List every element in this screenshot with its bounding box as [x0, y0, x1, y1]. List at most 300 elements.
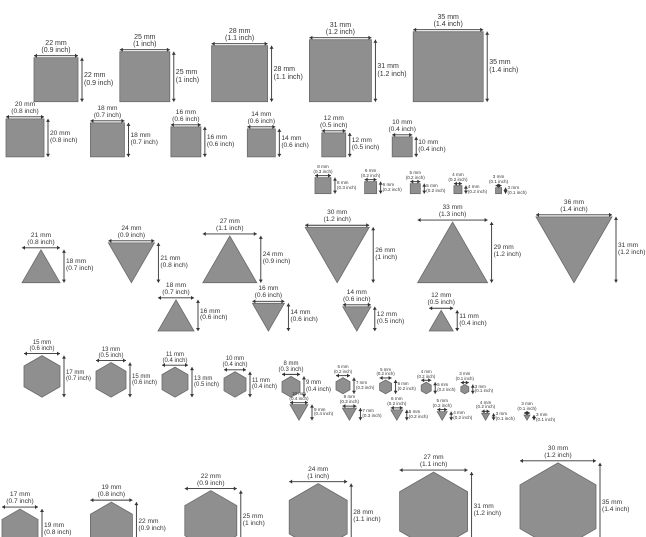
squares-medium-2-height-label-mm: 16 mm	[206, 133, 228, 141]
hexagons-medium-1-height-label-mm: 15 mm	[132, 373, 151, 380]
squares-large-3-width-label-inch: (1.2 inch)	[325, 29, 355, 37]
hexagons-medium-2-height-label-inch: (0.5 inch)	[194, 382, 220, 389]
hexagons-large-0-height-label-inch: (0.8 inch)	[44, 528, 72, 536]
triangles-up-large-2-height-dim-head-top	[259, 236, 263, 239]
squares-medium-2-width-label	[146, 110, 226, 124]
squares-large-2-height-dim-head-top	[270, 46, 274, 49]
triangles-small-1-width-label-inch: (0.3 inch)	[339, 399, 359, 405]
hexagons-large-1-width-label	[71, 485, 151, 499]
squares-medium-2-square	[171, 127, 201, 157]
squares-medium-3-square	[247, 129, 275, 157]
triangles-up-large-0-triangle	[22, 250, 60, 283]
triangles-medium-2-height-dim-head-bottom	[373, 328, 377, 331]
hexagons-medium-0-width-label-inch: (0.6 inch)	[29, 346, 55, 353]
squares-small-4-height-label-inch: (0.1 inch)	[507, 189, 527, 195]
hexagons-medium-1-height-label	[132, 374, 157, 387]
squares-medium-0-height-label-inch: (0.8 inch)	[50, 136, 78, 144]
hexagons-large-0-width-label-mm: 17 mm	[9, 491, 31, 499]
triangles-up-large-1-width-label-inch: (0.9 inch)	[117, 231, 146, 239]
triangles-small-4-height-label	[496, 412, 515, 422]
triangles-up-large-5-height-label-mm: 31 mm	[618, 241, 639, 249]
hexagons-medium-3-hexagon	[224, 372, 246, 397]
squares-small-3-height-label-inch: (0.2 inch)	[467, 188, 488, 194]
squares-large-2-width-label-inch: (1.1 inch)	[225, 35, 255, 43]
hexagons-large-2-width-label	[171, 474, 251, 488]
triangles-up-large-1-triangle	[108, 243, 154, 283]
hexagons-large-2-height-label-mm: 25 mm	[242, 512, 263, 520]
triangles-up-large-2-height-label-mm: 24 mm	[262, 251, 283, 259]
triangles-up-large-0-height-dim-head-bottom	[62, 280, 66, 283]
triangles-small-5-triangle	[524, 415, 530, 420]
triangles-small-1-height-label-inch: (0.3 inch)	[362, 413, 382, 419]
squares-large-3-width-label-mm: 31 mm	[329, 22, 352, 29]
hexagons-medium-7-width-label-mm: 4 mm	[420, 369, 432, 375]
squares-large-2-height-label-mm: 28 mm	[273, 66, 295, 74]
triangles-medium-1-width-label	[228, 286, 308, 300]
triangles-up-large-4-height-label-inch: (1.2 inch)	[493, 251, 522, 259]
squares-medium-0-height-label	[50, 131, 78, 145]
squares-large-3-height-label-mm: 31 mm	[377, 63, 399, 71]
triangles-medium-0-triangle	[158, 300, 194, 331]
triangles-up-large-2-height-label	[263, 252, 291, 266]
hexagons-large-0-height-label	[44, 523, 72, 537]
hexagons-large-4-height-label-inch: (1.2 inch)	[473, 510, 502, 518]
squares-large-0-height-label-inch: (0.9 inch)	[84, 79, 114, 87]
hexagons-medium-7-height-label-mm: 5 mm	[437, 382, 449, 388]
triangles-up-large-2-width-label-mm: 27 mm	[219, 218, 240, 226]
triangles-up-large-1-height-label-inch: (0.8 inch)	[160, 261, 188, 269]
squares-large-4-height-label	[489, 59, 518, 74]
hexagons-large-1-height-dim-head-top	[134, 502, 138, 505]
triangles-small-4-width-label-mm: 4 mm	[479, 399, 492, 405]
hexagons-medium-0-width-label	[2, 340, 82, 353]
triangles-medium-2-height-label	[377, 312, 405, 326]
hexagons-large-0-hexagon	[2, 509, 38, 537]
triangles-up-large-5-width-label	[534, 200, 614, 214]
triangles-small-3-height-label-mm: 4 mm	[453, 410, 465, 416]
triangles-up-large-4-height-label	[494, 245, 522, 259]
hexagons-medium-0-height-label	[66, 370, 91, 383]
triangles-up-large-4-height-dim-head-bottom	[490, 280, 494, 283]
hexagons-large-1-width-label-mm: 19 mm	[101, 484, 122, 492]
triangles-up-large-3-height-dim-head-top	[371, 227, 375, 230]
triangles-up-large-4-height-label-mm: 29 mm	[493, 244, 514, 252]
squares-medium-5-width-label-inch: (0.4 inch)	[388, 125, 416, 133]
hexagons-medium-7-height-label	[437, 383, 455, 392]
hexagons-large-0-height-label-mm: 19 mm	[44, 521, 65, 529]
hexagons-large-4-height-label-mm: 31 mm	[473, 503, 494, 511]
triangles-small-0-height-label-inch: (0.4 inch)	[314, 411, 334, 417]
squares-medium-2-height-label-inch: (0.6 inch)	[206, 140, 235, 148]
squares-medium-3-height-label-mm: 14 mm	[281, 134, 302, 142]
hexagons-medium-8-width-label	[425, 372, 505, 381]
squares-small-0-height-label-inch: (0.3 inch)	[337, 184, 357, 190]
hexagons-medium-8-height-label-mm: 3 mm	[474, 383, 486, 389]
hexagons-medium-3-height-label-inch: (0.4 inch)	[252, 384, 278, 391]
triangles-small-1-width-label-mm: 8 mm	[343, 394, 356, 400]
triangles-up-large-0-height-dim-head-top	[62, 250, 66, 253]
hexagons-large-3-width-label	[278, 467, 358, 481]
triangles-up-large-3-height-label-mm: 26 mm	[375, 247, 396, 255]
hexagons-large-5-height-label-mm: 35 mm	[602, 498, 623, 506]
squares-large-0-height-label	[84, 72, 113, 87]
squares-medium-4-width-label-mm: 12 mm	[323, 115, 344, 122]
squares-large-3-height-dim-head-top	[373, 40, 377, 43]
hexagons-large-5-width-label	[518, 446, 598, 460]
squares-medium-3-width-label	[221, 112, 301, 126]
squares-large-3-height-label-inch: (1.2 inch)	[377, 70, 407, 78]
hexagons-large-5-hexagon	[520, 463, 596, 537]
triangles-up-large-0-width-label	[1, 233, 81, 247]
triangles-up-large-0-height-label-mm: 18 mm	[66, 258, 87, 266]
squares-small-2-height-label-inch: (0.2 inch)	[426, 187, 446, 193]
triangles-medium-1-height-label-inch: (0.6 inch)	[290, 316, 318, 324]
hexagons-large-0-height-dim-head-top	[40, 509, 44, 512]
hexagons-large-3-width-label-inch: (1 inch)	[307, 472, 330, 480]
hexagons-large-3-height-label	[353, 510, 381, 524]
triangles-up-large-1-width-label-mm: 24 mm	[121, 224, 142, 232]
triangles-small-0-width-label-inch: (0.4 inch)	[289, 395, 309, 401]
hexagons-large-0-width-label	[0, 492, 60, 506]
squares-medium-1-height-dim-head-bottom	[126, 154, 130, 157]
hexagons-large-1-height-label-mm: 22 mm	[138, 518, 159, 526]
squares-medium-0-width-label-mm: 20 mm	[14, 101, 36, 108]
squares-small-0-square	[315, 178, 331, 194]
triangles-up-large-5-triangle	[536, 217, 612, 283]
squares-medium-3-width-label-mm: 14 mm	[251, 111, 272, 118]
hexagons-large-4-width-label-mm: 27 mm	[423, 454, 444, 462]
squares-large-2-height-label	[274, 66, 303, 81]
triangles-up-large-5-height-label-inch: (1.2 inch)	[618, 248, 646, 256]
triangles-small-2-height-label-mm: 5 mm	[408, 409, 421, 415]
hexagons-large-1-width-label-inch: (0.8 inch)	[97, 491, 126, 499]
squares-small-2-height-label-mm: 5 mm	[426, 182, 438, 188]
squares-medium-4-height-label-inch: (0.5 inch)	[351, 143, 380, 151]
triangles-up-large-2-width-label	[190, 219, 270, 233]
squares-large-0-width-label-mm: 22 mm	[45, 40, 67, 47]
triangles-up-large-1-height-dim-head-top	[156, 243, 160, 246]
squares-large-4-height-dim-head-bottom	[485, 99, 489, 102]
triangles-medium-3-width-label	[401, 293, 481, 307]
hexagons-large-2-height-dim-head-top	[239, 491, 243, 494]
squares-large-4-width-label	[408, 14, 488, 29]
triangles-up-large-1-height-label	[160, 256, 188, 270]
squares-large-4-square	[413, 32, 483, 102]
squares-medium-4-height-label-mm: 12 mm	[351, 136, 372, 144]
triangles-medium-3-width-label-mm: 12 mm	[431, 292, 452, 300]
hexagons-medium-5-height-dim-head-bottom	[352, 391, 356, 394]
hexagons-medium-3-width-label-mm: 10 mm	[225, 356, 245, 363]
squares-large-1-width-label-inch: (1 inch)	[133, 41, 157, 49]
squares-large-4-height-dim-head-top	[485, 32, 489, 35]
triangles-medium-3-height-label	[459, 314, 487, 328]
triangles-medium-3-height-label-inch: (0.4 inch)	[459, 319, 487, 327]
squares-medium-3-height-dim-head-bottom	[277, 154, 281, 157]
squares-medium-5-height-label	[418, 140, 446, 154]
triangles-medium-2-width-label-mm: 14 mm	[346, 288, 367, 296]
squares-medium-2-width-label-inch: (0.6 inch)	[172, 115, 200, 123]
hexagons-large-3-height-dim-head-top	[349, 484, 353, 487]
squares-medium-2-height-dim-head-bottom	[203, 154, 207, 157]
hexagons-large-1-height-label	[138, 519, 166, 533]
triangles-small-5-height-label	[536, 413, 555, 423]
squares-medium-1-width-label	[67, 106, 147, 120]
triangles-up-large-2-height-label-inch: (0.9 inch)	[262, 258, 291, 266]
hexagons-medium-7-width-label-inch: (0.2 inch)	[417, 373, 436, 379]
squares-medium-1-height-label	[130, 133, 158, 147]
hexagons-medium-1-height-dim-head-bottom	[128, 394, 132, 397]
triangles-medium-1-height-label-mm: 14 mm	[290, 309, 311, 317]
triangles-small-5-height-label-mm: 3 mm	[536, 411, 548, 417]
hexagons-medium-5-width-label-mm: 6 mm	[337, 364, 349, 370]
squares-medium-2-height-dim-head-top	[203, 127, 207, 130]
triangles-up-large-5-height-dim-head-top	[614, 217, 618, 220]
triangles-small-5-width-label-inch: (0.1 inch)	[517, 406, 537, 412]
hexagons-medium-2-height-dim-head-bottom	[190, 394, 194, 397]
squares-medium-5-height-label-inch: (0.4 inch)	[418, 145, 446, 153]
hexagons-medium-0-height-label-mm: 17 mm	[66, 370, 85, 377]
triangles-up-large-0-width-label-inch: (0.8 inch)	[27, 238, 55, 246]
hexagons-medium-0-height-dim-head-top	[62, 356, 66, 359]
hexagons-medium-5-height-label-inch: (0.3 inch)	[356, 384, 375, 390]
triangles-up-large-4-width-label-mm: 33 mm	[442, 204, 463, 212]
squares-large-1-height-label-inch: (1 inch)	[175, 76, 200, 84]
squares-small-4-square	[496, 188, 502, 194]
triangles-small-5-height-label-inch: (0.1 inch)	[536, 416, 556, 422]
triangles-small-3-triangle	[437, 412, 447, 421]
squares-medium-4-height-dim-head-top	[348, 133, 352, 136]
triangles-small-3-height-label	[453, 411, 472, 421]
squares-medium-1-width-label-inch: (0.7 inch)	[93, 111, 122, 119]
hexagons-medium-8-width-label-inch: (0.1 inch)	[455, 375, 474, 381]
squares-medium-5-height-label-mm: 10 mm	[418, 138, 439, 146]
hexagons-medium-1-height-dim-head-top	[128, 363, 132, 366]
triangles-up-large-3-triangle	[305, 227, 369, 282]
triangles-up-large-0-height-label-inch: (0.7 inch)	[66, 265, 94, 273]
squares-large-0-height-label-mm: 22 mm	[84, 72, 106, 80]
triangles-small-2-width-label-mm: 6 mm	[391, 396, 403, 402]
squares-large-4-height-label-mm: 35 mm	[489, 59, 511, 67]
squares-large-4-height-label-inch: (1.4 inch)	[489, 66, 519, 74]
triangles-up-large-2-triangle	[203, 236, 257, 283]
hexagons-medium-2-height-label-mm: 13 mm	[194, 375, 213, 382]
triangles-medium-0-width-label-mm: 18 mm	[165, 282, 187, 289]
triangles-medium-0-height-dim-head-top	[196, 300, 200, 303]
hexagons-medium-6-height-label-inch: (0.2 inch)	[397, 385, 416, 391]
triangles-up-large-4-width-label	[413, 205, 493, 219]
hexagons-medium-7-hexagon	[421, 382, 431, 394]
triangles-up-large-1-height-label-mm: 21 mm	[160, 254, 181, 262]
triangles-medium-3-height-dim-head-bottom	[455, 328, 459, 331]
hexagons-medium-3-height-dim-head-bottom	[248, 394, 252, 397]
triangles-medium-3-height-label-mm: 11 mm	[459, 312, 479, 320]
hexagons-medium-7-height-label-inch: (0.2 inch)	[437, 387, 456, 393]
triangles-medium-0-height-label-inch: (0.6 inch)	[200, 314, 228, 322]
squares-small-0-width-label-mm: 8 mm	[317, 164, 329, 169]
triangles-up-large-3-height-label-inch: (1 inch)	[375, 253, 398, 261]
hexagons-medium-5-height-label	[356, 381, 374, 390]
hexagons-medium-4-height-label-inch: (0.4 inch)	[306, 386, 332, 393]
squares-small-4-width-label-inch: (0.1 inch)	[488, 178, 509, 184]
squares-small-1-square	[365, 182, 377, 194]
hexagons-medium-3-width-label-inch: (0.4 inch)	[222, 362, 248, 369]
hexagons-medium-2-hexagon	[162, 367, 188, 397]
squares-medium-4-height-dim-head-bottom	[348, 154, 352, 157]
squares-small-2-width-label-inch: (0.2 inch)	[405, 174, 425, 180]
triangles-up-large-5-width-label-mm: 36 mm	[563, 199, 585, 206]
hexagons-medium-4-height-label-mm: 9 mm	[306, 380, 321, 387]
hexagons-large-4-height-dim-head-top	[470, 472, 474, 475]
squares-large-1-square	[120, 52, 170, 102]
triangles-medium-2-width-label-inch: (0.6 inch)	[343, 295, 371, 303]
hexagons-medium-0-hexagon	[24, 356, 60, 398]
hexagons-medium-4-width-label-inch: (0.3 inch)	[278, 367, 304, 374]
triangles-medium-1-height-dim-head-bottom	[286, 328, 290, 331]
hexagons-medium-4-width-label-mm: 8 mm	[283, 360, 299, 367]
triangles-up-large-3-width-label-inch: (1.2 inch)	[323, 216, 351, 224]
hexagons-medium-0-width-label-mm: 15 mm	[32, 340, 52, 346]
hexagons-medium-5-height-label-mm: 7 mm	[356, 380, 367, 386]
triangles-small-3-width-label-inch: (0.2 inch)	[432, 402, 452, 408]
triangles-up-large-1-width-label	[91, 226, 171, 240]
hexagons-large-5-height-label	[602, 500, 630, 514]
hexagons-large-3-width-label-mm: 24 mm	[308, 465, 329, 473]
triangles-medium-1-width-label-inch: (0.6 inch)	[254, 292, 283, 300]
triangles-small-5-width-label-mm: 3 mm	[521, 401, 533, 407]
squares-small-1-width-label-mm: 6 mm	[364, 168, 377, 173]
hexagons-large-5-width-label-mm: 30 mm	[547, 445, 569, 452]
triangles-small-2-width-label-inch: (0.2 inch)	[387, 401, 407, 406]
triangles-medium-2-height-dim-head-top	[373, 307, 377, 310]
hexagons-large-4-width-label-inch: (1.1 inch)	[419, 461, 448, 469]
triangles-medium-0-height-label-mm: 16 mm	[200, 307, 221, 315]
hexagons-medium-6-hexagon	[380, 380, 392, 394]
hexagons-large-2-height-label	[243, 514, 265, 528]
squares-medium-5-width-label	[362, 120, 442, 134]
squares-large-2-height-label-inch: (1.1 inch)	[273, 73, 303, 81]
squares-medium-1-height-label-mm: 18 mm	[130, 131, 151, 139]
hexagons-large-1-height-label-inch: (0.9 inch)	[138, 525, 166, 533]
hexagons-large-5-width-label-inch: (1.2 inch)	[544, 451, 572, 459]
squares-large-3-height-label	[377, 63, 406, 78]
hexagons-medium-1-width-label-inch: (0.5 inch)	[98, 353, 124, 360]
squares-medium-4-width-label-inch: (0.5 inch)	[320, 121, 348, 129]
squares-large-4-width-label-inch: (1.4 inch)	[433, 21, 463, 29]
triangles-medium-2-width-label	[317, 290, 397, 304]
squares-small-3-height-label-mm: 4 mm	[467, 183, 480, 189]
squares-small-0-height-label	[337, 181, 356, 191]
hexagons-medium-6-height-label-mm: 6 mm	[397, 381, 409, 387]
hexagons-large-5-height-dim-head-top	[598, 463, 602, 466]
squares-medium-0-height-dim-head-top	[46, 119, 50, 122]
hexagons-medium-4-height-dim-head-top	[302, 376, 306, 379]
triangles-small-4-triangle	[482, 413, 490, 420]
squares-large-4-width-label-mm: 35 mm	[437, 14, 459, 21]
triangles-up-large-5-width-label-inch: (1.4 inch)	[560, 205, 588, 213]
hexagons-medium-5-width-label-inch: (0.2 inch)	[333, 369, 353, 375]
squares-large-1-height-dim-head-bottom	[172, 99, 176, 102]
squares-medium-5-square	[392, 137, 412, 157]
triangles-medium-0-width-label	[136, 283, 216, 297]
squares-medium-1-square	[90, 123, 124, 157]
squares-small-1-height-label-inch: (0.2 inch)	[382, 186, 402, 192]
triangles-small-2-height-label-inch: (0.2 inch)	[408, 414, 428, 420]
triangles-small-0-triangle	[290, 405, 308, 421]
squares-small-3-square	[454, 186, 462, 194]
squares-medium-1-height-dim-head-top	[126, 123, 130, 126]
hexagons-medium-2-height-label	[194, 376, 219, 389]
hexagons-medium-2-height-dim-head-top	[190, 367, 194, 370]
squares-medium-3-height-dim-head-top	[277, 129, 281, 132]
hexagons-medium-1-height-label-inch: (0.6 inch)	[132, 379, 158, 386]
squares-large-0-height-dim-head-top	[80, 58, 84, 61]
triangles-up-large-2-width-label-inch: (1.1 inch)	[216, 224, 244, 232]
hexagons-medium-0-height-label-inch: (0.7 inch)	[66, 376, 92, 383]
triangles-small-1-triangle	[342, 408, 356, 420]
squares-large-3-height-dim-head-bottom	[373, 99, 377, 102]
triangles-medium-0-height-dim-head-bottom	[196, 328, 200, 331]
squares-large-2-height-dim-head-bottom	[270, 99, 274, 102]
triangles-small-3-height-label-inch: (0.2 inch)	[453, 414, 473, 420]
hexagons-medium-3-height-label-mm: 11 mm	[252, 378, 270, 385]
hexagons-medium-8-width-label-mm: 3 mm	[459, 371, 471, 377]
squares-medium-3-height-label-inch: (0.6 inch)	[281, 141, 309, 149]
triangles-up-large-5-height-label	[618, 243, 646, 257]
squares-small-4-width-label	[459, 175, 539, 185]
triangles-small-4-width-label-inch: (0.2 inch)	[476, 404, 496, 410]
squares-medium-0-height-label-mm: 20 mm	[50, 129, 71, 137]
triangles-up-large-0-width-label-mm: 21 mm	[30, 231, 52, 239]
squares-medium-2-width-label-mm: 16 mm	[175, 109, 196, 116]
hexagons-large-2-width-label-inch: (0.9 inch)	[197, 479, 225, 487]
hexagons-medium-1-width-label-mm: 13 mm	[101, 346, 121, 353]
triangles-up-large-3-width-label	[297, 210, 377, 224]
triangles-up-large-3-width-label-mm: 30 mm	[327, 209, 348, 217]
triangles-up-large-3-height-label	[375, 248, 397, 262]
hexagons-large-1-hexagon	[90, 502, 132, 537]
squares-small-3-width-label-mm: 4 mm	[452, 172, 464, 177]
squares-medium-0-width-label	[0, 102, 65, 116]
squares-medium-5-height-dim-head-bottom	[414, 154, 418, 157]
triangles-small-2-height-label	[409, 410, 428, 420]
squares-small-2-square	[410, 184, 420, 194]
squares-large-2-width-label-mm: 28 mm	[228, 28, 251, 35]
squares-medium-0-height-dim-head-bottom	[46, 154, 50, 157]
triangles-small-4-height-label-inch: (0.1 inch)	[495, 415, 515, 421]
squares-small-4-height-label-mm: 3 mm	[507, 184, 520, 190]
hexagons-large-2-hexagon	[185, 491, 237, 537]
triangles-small-0-height-label-mm: 9 mm	[314, 406, 326, 412]
squares-medium-0-width-label-inch: (0.8 inch)	[11, 107, 39, 115]
squares-large-0-width-label	[16, 40, 96, 55]
triangles-small-2-triangle	[391, 410, 403, 420]
squares-medium-3-width-label-inch: (0.6 inch)	[247, 117, 276, 125]
triangles-up-large-5-height-dim-head-bottom	[614, 280, 618, 283]
squares-large-1-width-label	[105, 34, 185, 49]
triangles-medium-1-triangle	[252, 303, 284, 331]
triangles-small-1-height-label	[362, 409, 381, 419]
triangles-small-3-width-label-mm: 5 mm	[436, 397, 448, 403]
triangles-medium-1-height-dim-head-top	[286, 303, 290, 306]
hexagons-large-5-height-label-inch: (1.4 inch)	[602, 505, 630, 513]
hexagons-medium-6-height-label	[398, 382, 416, 391]
triangles-small-5-width-label	[487, 402, 567, 412]
squares-medium-4-height-label	[352, 138, 380, 152]
squares-large-0-width-label-inch: (0.9 inch)	[41, 47, 71, 55]
hexagons-medium-8-height-label-inch: (0.1 inch)	[474, 388, 494, 394]
squares-medium-5-width-label-mm: 10 mm	[392, 119, 413, 126]
squares-small-4-width-label-mm: 3 mm	[492, 174, 505, 179]
